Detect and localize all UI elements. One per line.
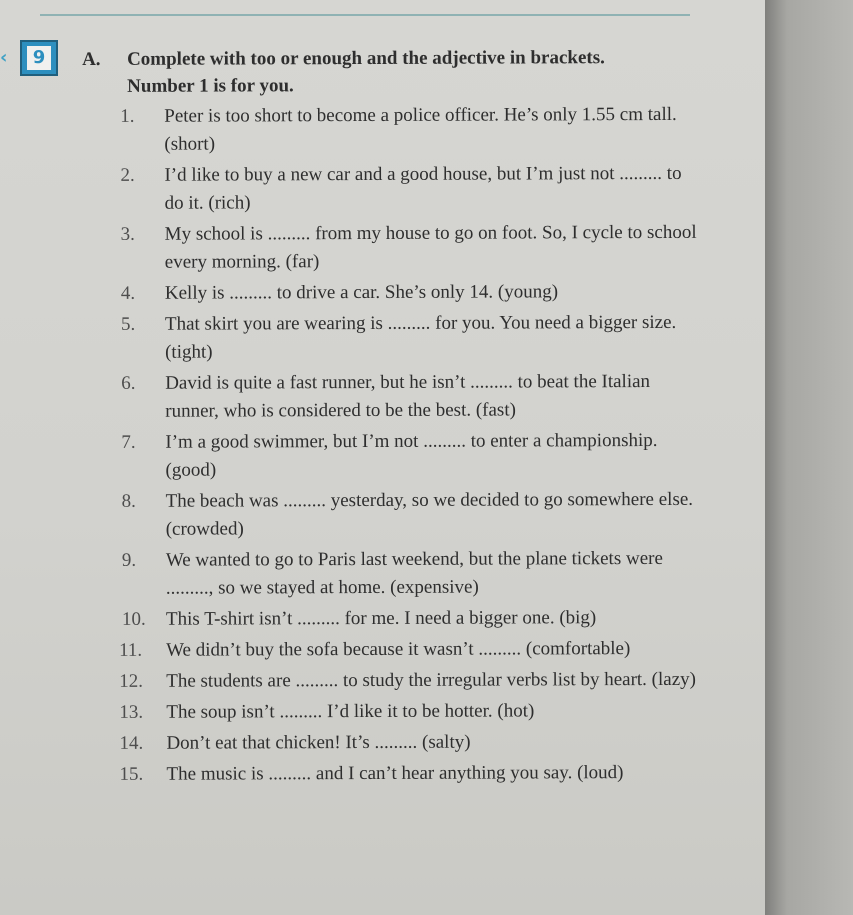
item-text: Don’t eat that chicken! It’s ......... (salty) (166, 731, 471, 754)
item-number: 11. (119, 639, 143, 661)
item-text: Kelly is ......... to drive a car. She’s only 14. (young) (164, 281, 559, 304)
item-text: This T-shirt isn’t ......... for me. I need a bigger one. (big) (165, 607, 597, 630)
exercise-item (82, 101, 702, 159)
item-text: I’m a good swimmer, but I’m not ......... to enter a championship. (good) (165, 429, 658, 481)
instruction-text: Complete with too or enough and the adjective in brackets. (127, 47, 605, 70)
item-number: 15. (119, 763, 144, 785)
item-text: The music is ......... and I can’t hear anything you say. (loud) (166, 762, 624, 785)
item-text: We didn’t buy the sofa because it wasn’t ......... (comfortable) (166, 638, 631, 661)
exercise-item (84, 635, 704, 665)
item-number: 6. (121, 372, 136, 394)
item-text: The students are ......... to study the irregular verbs list by heart. (lazy) (166, 668, 697, 692)
item-text: David is quite a fast runner, but he isn’t ......... to beat the Italian runner, who is considered to be the best. (fast) (165, 371, 651, 422)
item-number: 9. (121, 549, 137, 571)
item-number: 10. (121, 608, 146, 630)
exercise-number-badge (20, 40, 58, 76)
item-text: The beach was ......... yesterday, so we decided to go somewhere else. (crowded) (165, 488, 694, 540)
item-number: 5. (120, 313, 136, 335)
item-number: 14. (119, 732, 144, 754)
exercise-item (83, 427, 703, 485)
item-number: 3. (120, 223, 135, 245)
exercise-item (83, 309, 703, 367)
top-divider (40, 14, 690, 16)
item-number: 13. (119, 701, 144, 723)
item-text: My school is ......... from my house to go on foot. So, I cycle to school every morning. (far) (164, 221, 697, 273)
exercise-items (82, 101, 704, 789)
exercise-item (83, 219, 703, 277)
exercise-item (84, 486, 704, 544)
exercise-item (84, 697, 704, 727)
exercise-content (82, 44, 705, 789)
exercise-item (83, 278, 703, 308)
exercise-instruction (82, 44, 702, 100)
exercise-item (82, 160, 702, 218)
item-text: I’d like to buy a new car and a good house, but I’m just not ......... to do it. (rich) (164, 162, 682, 214)
exercise-number: 9 (27, 46, 51, 70)
exercise-item (84, 545, 704, 603)
desk-background (765, 0, 853, 915)
item-number: 8. (121, 490, 136, 512)
example-note: Number 1 is for you. (127, 75, 294, 97)
item-text: Peter is too short to become a police officer. He’s only 1.55 cm tall. (short) (164, 103, 677, 155)
exercise-item (83, 368, 703, 426)
item-text: The soup isn’t ......... I’d like it to be hotter. (hot) (166, 700, 535, 723)
exercise-item (84, 666, 704, 696)
item-number: 2. (120, 164, 135, 186)
exercise-letter: A. (82, 48, 101, 70)
exercise-item (84, 728, 704, 758)
item-number: 1. (120, 105, 135, 127)
exercise-item (84, 759, 704, 789)
item-text: That skirt you are wearing is ......... for you. You need a bigger size. (tight) (164, 311, 677, 363)
item-number: 4. (120, 282, 136, 304)
left-edge-arrow-icon: ‹ (0, 47, 8, 68)
item-number: 7. (121, 431, 136, 453)
item-text: We wanted to go to Paris last weekend, but the plane tickets were ........., so we stayed at home. (expensive) (165, 547, 663, 599)
exercise-item (84, 604, 704, 634)
item-number: 12. (119, 670, 144, 692)
